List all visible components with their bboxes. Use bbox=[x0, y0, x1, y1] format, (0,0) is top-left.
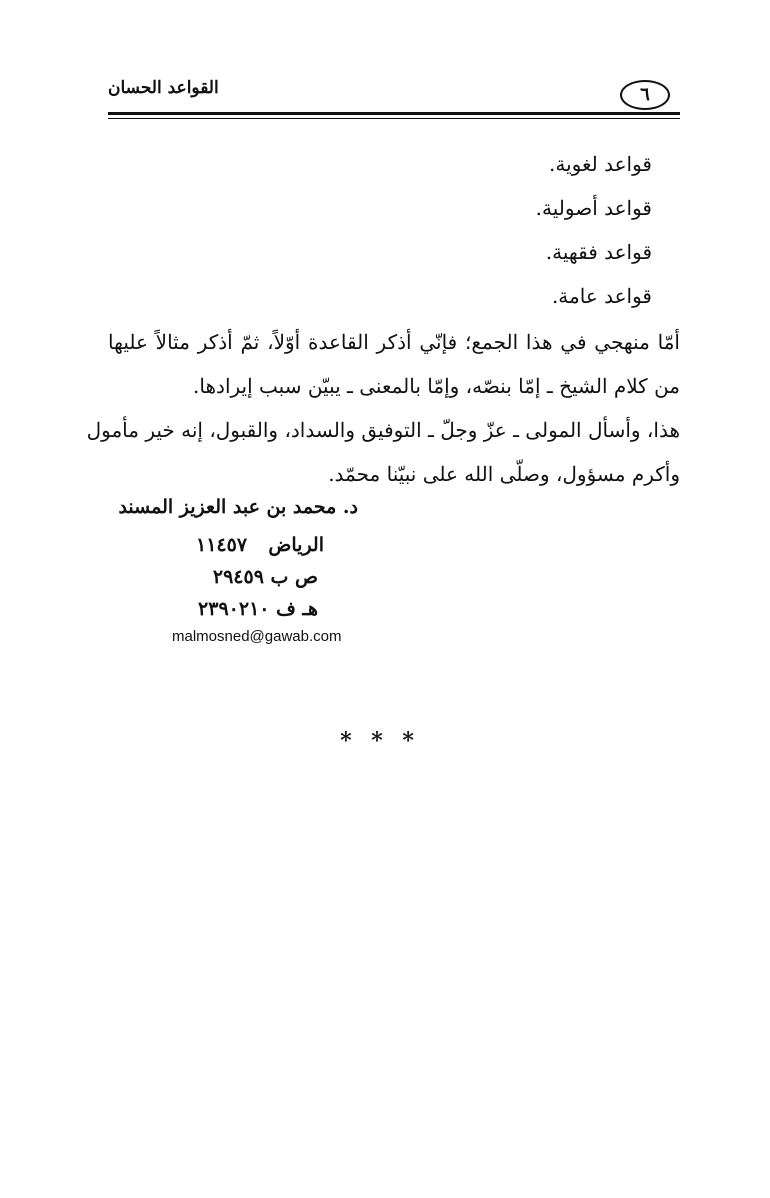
section-end-stars: * * * bbox=[340, 728, 420, 754]
email-address: malmosned@gawab.com bbox=[172, 628, 342, 645]
paragraph-line: هذا، وأسأل المولى ـ عزّ وجلّ ـ التوفيق والسداد، والقبول، إنه خير مأمول bbox=[86, 418, 680, 442]
paragraph-line: من كلام الشيخ ـ إمّا بنصّه، وإمّا بالمعنى ـ يبيّن سبب إيرادها. bbox=[193, 374, 680, 398]
page-number: ٦ bbox=[620, 80, 670, 110]
closing-paragraph bbox=[86, 408, 680, 496]
list-item: قواعد عامة. bbox=[551, 284, 652, 308]
list-item: قواعد فقهية. bbox=[545, 240, 652, 264]
author-name: د. محمد بن عبد العزيز المسند bbox=[118, 496, 358, 518]
author-city: الرياض bbox=[268, 534, 324, 556]
rules-category-list bbox=[536, 142, 652, 318]
postal-code: ١١٤٥٧ bbox=[196, 534, 248, 556]
paragraph-line: وأكرم مسؤول، وصلّى الله على نبيّنا محمّد. bbox=[328, 462, 680, 486]
list-item: قواعد أصولية. bbox=[535, 196, 652, 220]
running-header-title: القواعد الحسان bbox=[108, 78, 219, 98]
phone-number: هـ ف ٢٣٩٠٢١٠ bbox=[198, 598, 318, 620]
paragraph-line: أمّا منهجي في هذا الجمع؛ فإنّي أذكر القاعدة أوّلاً، ثمّ أذكر مثالاً عليها bbox=[108, 330, 680, 354]
header-rule-thick bbox=[108, 112, 680, 115]
list-item: قواعد لغوية. bbox=[549, 152, 652, 176]
header-rule-thin bbox=[108, 118, 680, 119]
methodology-paragraph bbox=[108, 320, 680, 408]
po-box: ص ب ٢٩٤٥٩ bbox=[212, 566, 318, 588]
